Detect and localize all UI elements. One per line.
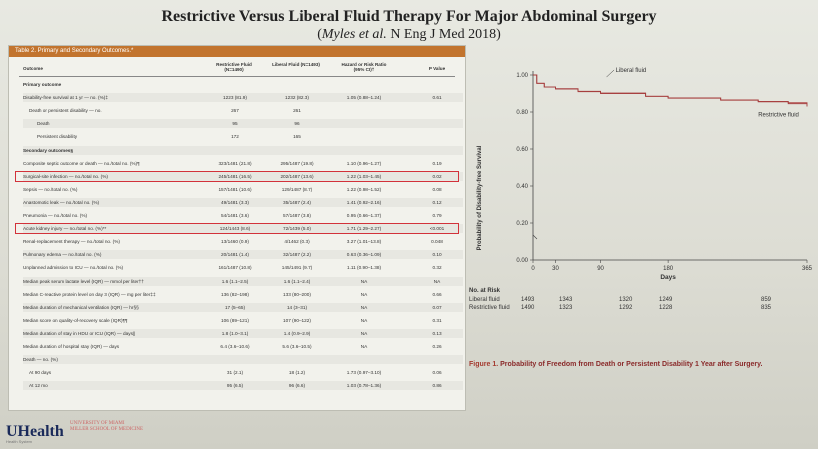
cell-outcome: Death or persistent disability — no. [29, 108, 102, 114]
y-tick-label: 1.00 [516, 73, 528, 79]
cell-outcome: Persistent disability [37, 134, 78, 140]
table-row [23, 277, 463, 286]
logo-school [70, 421, 143, 433]
cell-outcome: Median score on quality-of-recovery scale (IQR)¶¶ [23, 317, 128, 323]
cell-restrictive: 1.8 (1.0–3.1) [221, 330, 249, 336]
x-tick-label: 0 [531, 266, 535, 272]
cell-pvalue: 0.048 [431, 239, 443, 245]
risk-cell: 1323 [559, 305, 573, 311]
cell-pvalue: 0.32 [432, 265, 442, 271]
table-row [23, 290, 463, 299]
cell-outcome: Composite septic outcome or death — no./total no. (%)¶ [23, 160, 140, 166]
cell-outcome: Primary outcome [23, 82, 62, 87]
cell-restrictive: 1.6 (1.1–2.5) [221, 278, 249, 284]
y-tick-label: 0.20 [516, 221, 528, 227]
table-row [23, 381, 463, 390]
cell-hazard: 0.95 (0.66–1.37) [346, 213, 382, 218]
y-tick-label: 0.80 [516, 110, 528, 116]
cell-restrictive: 13/1460 (0.9) [221, 239, 249, 245]
cell-liberal: 32/1487 (2.2) [283, 252, 311, 258]
cell-restrictive: 106 (89–121) [221, 317, 249, 323]
cell-restrictive: 95 [232, 121, 238, 127]
table-row [23, 316, 463, 325]
outcomes-table [8, 45, 466, 411]
risk-cell: 1320 [619, 297, 633, 303]
cell-hazard: 1.71 (1.29–2.27) [346, 226, 382, 232]
y-tick-label: 0.00 [516, 258, 528, 264]
cell-outcome: Pneumonia — no./total no. (%) [23, 213, 88, 218]
cell-liberal: 133 (80–200) [283, 291, 311, 297]
legend-liberal-pointer [607, 70, 615, 77]
cell-restrictive: 161/1487 (10.8) [218, 265, 252, 271]
cell-pvalue: 0.66 [432, 291, 442, 297]
logo-school-name: MILLER SCHOOL OF MEDICINE [70, 427, 144, 432]
header-liberal: Liberal Fluid (N=1493) [272, 62, 320, 67]
cell-outcome: Death — no. (%) [23, 357, 58, 363]
highlight-surgical-site-infection [15, 171, 459, 182]
table-row [23, 93, 463, 102]
cell-restrictive: 20/1481 (1.4) [221, 252, 249, 258]
cell-pvalue: 0.86 [432, 383, 442, 389]
table-row [23, 132, 463, 141]
cell-hazard: 1.73 (0.97–3.10) [346, 370, 382, 376]
cell-restrictive: 31 (2.1) [226, 370, 244, 376]
cell-liberal: 96 (6.6) [288, 383, 306, 389]
risk-heading: No. at Risk [469, 288, 501, 294]
cell-pvalue: NA [433, 278, 441, 284]
cell-liberal: 18 (1.2) [288, 370, 306, 376]
cell-restrictive: 245/1481 (16.5) [218, 173, 252, 179]
cell-liberal: 96 [294, 121, 300, 127]
header-outcome: Outcome [23, 66, 43, 71]
risk-row-label: Liberal fluid [469, 297, 500, 303]
figure-text: Probability of Freedom from Death or Persistent Disability 1 Year after Surgery. [500, 361, 763, 368]
cell-outcome: Death [37, 121, 50, 127]
cell-pvalue: <0.001 [429, 226, 445, 232]
x-tick-label: 180 [663, 266, 674, 272]
cell-outcome: Median peak serum lactate level (IQR) — mmol per liter†† [23, 278, 144, 284]
slide-subtitle: (Myles et al. N Eng J Med 2018) [317, 27, 501, 42]
cell-liberal: 165 [293, 134, 301, 140]
cell-hazard: 1.03 (0.78–1.36) [346, 383, 382, 389]
cell-outcome: Median C-reactive protein level on day 3 (IQR) — mg per liter‡‡ [23, 291, 156, 297]
table-row [23, 159, 463, 168]
cell-pvalue: 0.08 [432, 186, 442, 192]
cell-liberal: 1.4 (0.9–2.9) [283, 330, 311, 336]
chart-y-label: Probability of Disability-free Survival [477, 145, 483, 251]
cell-outcome: Median duration of stay in HDU or ICU (IQR) — days|| [23, 330, 136, 336]
cell-outcome: Median duration of mechanical ventilation (IQR) — hr§§ [23, 304, 139, 310]
cell-restrictive: 54/1481 (3.6) [221, 213, 249, 218]
cell-liberal: 57/1487 (3.8) [283, 213, 311, 218]
cell-outcome: Anastomotic leak — no./total no. (%) [23, 199, 100, 205]
cell-outcome: Secondary outcomes§ [23, 147, 74, 153]
table-row [23, 119, 463, 128]
table-row [23, 263, 463, 272]
cell-hazard: 1.22 (0.98–1.52) [346, 186, 382, 192]
y-tick-label: 0.40 [516, 184, 528, 190]
table-row [23, 80, 463, 89]
cell-hazard: NA [360, 344, 368, 349]
cell-pvalue: 0.79 [432, 213, 442, 218]
x-tick-label: 90 [597, 266, 604, 272]
table-row [23, 250, 463, 259]
cell-restrictive: 49/1481 (3.3) [221, 199, 249, 205]
cell-restrictive: 323/1481 (21.8) [218, 160, 252, 166]
cell-hazard: 1.10 (0.96–1.27) [346, 160, 382, 166]
cell-pvalue: 0.31 [432, 317, 442, 323]
cell-hazard: 3.27 (1.01–13.8) [346, 239, 382, 245]
table-row [23, 329, 463, 338]
cell-outcome: Unplanned admission to ICU — no./total no. (%) [23, 265, 124, 271]
header-hazard: Hazard or Risk Ratio (95% CI)† [341, 62, 387, 73]
cell-outcome: Sepsis — no./total no. (%) [23, 186, 78, 192]
cell-restrictive: 124/1443 (8.6) [219, 226, 251, 232]
cell-restrictive: 157/1481 (10.6) [218, 186, 252, 192]
cell-liberal: 107 (90–122) [283, 317, 311, 323]
risk-cell: 1228 [659, 305, 673, 311]
cell-liberal: 14 (3–31) [286, 304, 308, 310]
table-row [23, 237, 463, 246]
cell-outcome: At 90 days [29, 370, 52, 376]
table-row [23, 342, 463, 351]
cell-liberal: 5.6 (3.6–10.5) [282, 344, 312, 349]
cell-liberal: 295/1487 (19.8) [280, 160, 314, 166]
cell-hazard: NA [360, 278, 368, 284]
cell-restrictive: 267 [231, 108, 239, 114]
cell-liberal: 1232 (82.3) [285, 95, 309, 101]
table-row [23, 368, 463, 377]
subtitle-authors: Myles et al. [321, 27, 387, 42]
table-row [23, 303, 463, 312]
table-row [23, 146, 463, 155]
cell-hazard: NA [360, 330, 368, 336]
cell-liberal: 1.6 (1.1–2.4) [283, 278, 311, 284]
risk-cell: 835 [761, 305, 772, 311]
cell-liberal: 261 [293, 108, 301, 114]
risk-cell: 859 [761, 297, 772, 303]
cell-liberal: 4/1462 (0.3) [284, 239, 310, 245]
cell-hazard: 1.41 (0.92–2.16) [346, 199, 382, 205]
cell-liberal: 129/1487 (8.7) [281, 186, 313, 192]
cell-pvalue: 0.13 [432, 330, 442, 336]
cell-hazard: 1.05 (0.88–1.24) [346, 95, 382, 101]
table-caption: Table 2. Primary and Secondary Outcomes.* [9, 46, 465, 57]
subtitle-journal: N Eng J Med 2018 [390, 27, 497, 42]
risk-cell: 1343 [559, 297, 573, 303]
cell-pvalue: 0.02 [432, 173, 442, 179]
table-row [23, 106, 463, 115]
km-chart [469, 45, 812, 385]
cell-hazard: NA [360, 304, 368, 310]
cell-pvalue: 0.06 [432, 370, 442, 376]
series-liberal-line [533, 75, 807, 104]
slide-title: Restrictive Versus Liberal Fluid Therapy For Major Abdominal Surgery [161, 8, 657, 25]
logo-tag: Health System [6, 439, 33, 444]
table-row [23, 355, 463, 364]
cell-restrictive: 136 (82–198) [221, 291, 249, 297]
risk-cell: 1292 [619, 305, 633, 311]
cell-pvalue: 0.26 [432, 344, 442, 349]
risk-cell: 1249 [659, 297, 673, 303]
x-tick-label: 30 [552, 266, 559, 272]
cell-restrictive: 17 (5–65) [224, 304, 246, 310]
cell-hazard: 1.11 (0.90–1.38) [346, 265, 382, 271]
cell-outcome: Disability-free survival at 1 yr — no. (%)‡ [23, 95, 108, 101]
figure-label: Figure 1. [469, 361, 499, 368]
cell-liberal: 202/1487 (13.6) [280, 173, 314, 179]
km-plot [469, 45, 812, 290]
x-axis-label: Days [660, 274, 676, 281]
cell-hazard: NA [360, 291, 368, 297]
x-tick-label: 365 [801, 266, 812, 272]
logo-brand: UHealth [6, 423, 64, 440]
cell-hazard: 1.22 (1.03–1.45) [346, 173, 382, 179]
cell-outcome: At 12 mo [29, 383, 48, 389]
cell-pvalue: 0.10 [432, 252, 442, 258]
cell-outcome: Median duration of hospital stay (IQR) — days [23, 344, 120, 349]
cell-pvalue: 0.07 [432, 304, 442, 310]
risk-row-label: Restrictive fluid [469, 305, 510, 311]
cell-outcome: Surgical-site infection — no./total no. (%) [23, 173, 108, 179]
header-restrictive: Restrictive Fluid (N=1490) [216, 62, 252, 73]
cell-outcome: Pulmonary edema — no./total no. (%) [23, 252, 102, 258]
table-row [23, 185, 463, 194]
cell-outcome: Renal-replacement therapy — no./total no. (%) [23, 239, 120, 245]
cell-pvalue: 0.12 [432, 199, 442, 205]
highlight-acute-kidney-injury [15, 223, 459, 234]
cell-liberal: 35/1487 (2.4) [283, 199, 311, 205]
cell-liberal: 72/1439 (5.0) [283, 226, 311, 232]
uhealth-logo [6, 421, 206, 447]
cell-hazard: 0.63 (0.36–1.09) [346, 252, 382, 258]
cell-pvalue: 0.19 [432, 160, 442, 166]
table-row [23, 211, 463, 220]
cell-outcome: Acute kidney injury — no./total no. (%)** [23, 226, 107, 232]
risk-cell: 1493 [521, 297, 535, 303]
logo-university: UNIVERSITY OF MIAMI [70, 421, 125, 426]
risk-cell: 1490 [521, 305, 535, 311]
cell-restrictive: 1223 (81.9) [223, 95, 247, 101]
cell-pvalue: 0.61 [432, 95, 442, 101]
figure-caption [469, 360, 812, 370]
cell-restrictive: 6.4 (3.6–10.6) [220, 344, 250, 349]
series-restrictive-line [533, 75, 807, 106]
axis-break [533, 235, 537, 239]
legend-restrictive-label: Restrictive fluid [758, 112, 799, 119]
header-divider [19, 76, 455, 77]
cell-liberal: 145/1491 (9.7) [281, 265, 313, 271]
cell-hazard: NA [360, 317, 368, 323]
y-tick-label: 0.60 [516, 147, 528, 153]
legend-liberal-label: Liberal fluid [615, 68, 647, 74]
cell-restrictive: 95 (6.5) [226, 383, 244, 389]
table-row [23, 198, 463, 207]
header-pvalue: P Value [428, 66, 446, 71]
cell-restrictive: 172 [231, 134, 239, 140]
